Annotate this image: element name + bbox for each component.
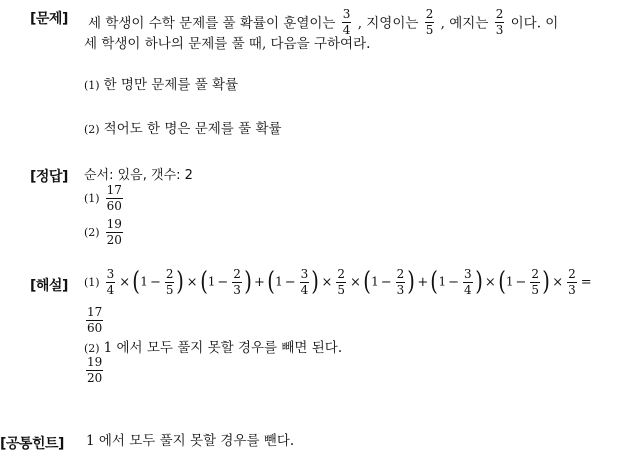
fraction-denominator: 60 — [106, 198, 122, 213]
minus-sign: − — [149, 274, 161, 290]
fraction — [165, 268, 175, 296]
hint-text: 1 에서 모두 풀지 못할 경우를 뺀다. — [86, 433, 295, 449]
fraction-denominator: 4 — [300, 282, 309, 297]
fraction-numerator: 2 — [568, 267, 576, 281]
fraction-numerator: 3 — [464, 267, 472, 281]
times-sign: × — [350, 274, 361, 290]
question-2-text: 적어도 한 명은 문제를 풀 확률 — [103, 121, 282, 137]
problem-text: , 지영이는 — [357, 15, 419, 32]
answer-2-fraction — [106, 218, 123, 246]
fraction-numerator: 17 — [87, 305, 103, 319]
fraction — [463, 268, 473, 296]
hint-label: [공통힌트] — [0, 436, 64, 452]
solution-2-text: 1 에서 모두 풀지 못할 경우를 빼면 된다. — [103, 340, 343, 356]
answer-label: [정답] — [30, 169, 68, 185]
paren: ) — [176, 267, 185, 298]
plus-sign: + — [254, 274, 265, 290]
fraction-numerator: 3 — [342, 7, 351, 21]
fraction-denominator: 5 — [531, 282, 540, 297]
fraction-numerator: 17 — [106, 183, 122, 197]
fraction-numerator: 3 — [106, 267, 115, 281]
fraction-numerator: 3 — [300, 267, 309, 281]
fraction — [232, 268, 242, 296]
answer-1-fraction — [106, 184, 123, 212]
times-sign: × — [321, 274, 333, 290]
fraction-denominator: 4 — [342, 22, 351, 37]
fraction — [300, 268, 310, 296]
fraction — [530, 268, 540, 296]
solution-result-1 — [84, 306, 105, 334]
paren: ( — [363, 267, 371, 298]
paren: ) — [474, 267, 483, 298]
solution-2 — [84, 342, 342, 356]
minus-sign: − — [217, 274, 229, 290]
minus-sign: − — [380, 274, 392, 290]
problem-line-1 — [88, 7, 559, 38]
fraction-numerator: 19 — [106, 217, 122, 231]
question-1-marker: (1) — [84, 79, 100, 92]
paren: ( — [132, 267, 141, 298]
answer-meta: 순서: 있음, 갯수: 2 — [84, 168, 193, 183]
fraction-numerator: 2 — [531, 267, 540, 281]
times-sign: × — [186, 274, 198, 290]
paren: ) — [244, 267, 252, 298]
minus-sign: − — [284, 274, 296, 290]
fraction-denominator: 3 — [396, 282, 405, 297]
question-1-text: 한 명만 문제를 풀 확률 — [103, 77, 239, 93]
fraction-denominator: 5 — [337, 282, 345, 297]
solution-1-marker: (1) — [84, 275, 100, 289]
solution-label: [해설] — [30, 278, 68, 294]
problem-text: 세 학생이 수학 문제를 풀 확률이 훈열이는 — [88, 15, 336, 32]
paren: ( — [199, 267, 208, 298]
problem-text: 이다. 이 — [510, 15, 559, 32]
fraction — [567, 268, 577, 296]
answer-1-marker: (1) — [84, 191, 100, 205]
minus-sign: − — [515, 274, 527, 290]
one: 1 — [275, 274, 283, 289]
question-1 — [84, 79, 238, 93]
paren: ( — [267, 267, 275, 298]
paren: ) — [542, 267, 550, 298]
fraction-numerator: 2 — [495, 7, 504, 21]
result-1-fraction — [86, 306, 103, 334]
one: 1 — [438, 274, 447, 289]
fraction — [396, 268, 406, 296]
solution-result-2 — [84, 356, 105, 384]
times-sign: × — [552, 274, 564, 290]
question-2-marker: (2) — [84, 123, 100, 136]
answer-1 — [84, 184, 125, 212]
problem-label: [문제] — [30, 11, 68, 27]
times-sign: × — [119, 274, 131, 290]
fraction-denominator: 3 — [568, 282, 576, 297]
solution-equation — [84, 268, 594, 296]
fraction-jiyoung — [425, 8, 435, 36]
result-2-fraction — [86, 356, 103, 384]
problem-line-2: 세 학생이 하나의 문제를 풀 때, 다음을 구하여라. — [84, 36, 371, 52]
paren: ) — [311, 267, 320, 298]
solution-2-marker: (2) — [84, 342, 100, 355]
fraction-hunyeol — [342, 8, 352, 36]
one: 1 — [140, 274, 148, 289]
fraction-numerator: 2 — [425, 7, 434, 21]
fraction-denominator: 4 — [464, 282, 472, 297]
fraction-numerator: 2 — [396, 267, 405, 281]
one: 1 — [371, 274, 379, 289]
fraction-yeji — [495, 8, 505, 36]
equals-sign: = — [580, 274, 592, 290]
problem-text: , 예지는 — [440, 15, 489, 32]
fraction — [336, 268, 346, 296]
fraction-denominator: 3 — [495, 22, 504, 37]
one: 1 — [207, 274, 216, 289]
times-sign: × — [484, 274, 496, 290]
fraction-denominator: 60 — [87, 320, 103, 335]
answer-2-marker: (2) — [84, 225, 100, 239]
fraction-denominator: 5 — [425, 22, 434, 37]
paren: ) — [407, 267, 416, 298]
question-2 — [84, 123, 282, 137]
paren: ( — [430, 267, 439, 298]
answer-2 — [84, 218, 125, 246]
fraction-denominator: 3 — [233, 282, 241, 297]
minus-sign: − — [448, 274, 460, 290]
fraction-denominator: 20 — [87, 370, 103, 385]
fraction-denominator: 5 — [165, 282, 174, 297]
fraction-numerator: 2 — [337, 267, 345, 281]
fraction-numerator: 2 — [165, 267, 174, 281]
plus-sign: + — [417, 274, 429, 290]
fraction-numerator: 19 — [87, 355, 103, 369]
fraction-numerator: 2 — [233, 267, 241, 281]
fraction — [106, 268, 116, 296]
fraction-denominator: 20 — [106, 232, 122, 247]
paren: ( — [497, 267, 506, 298]
fraction-denominator: 4 — [106, 282, 115, 297]
one: 1 — [505, 274, 514, 289]
